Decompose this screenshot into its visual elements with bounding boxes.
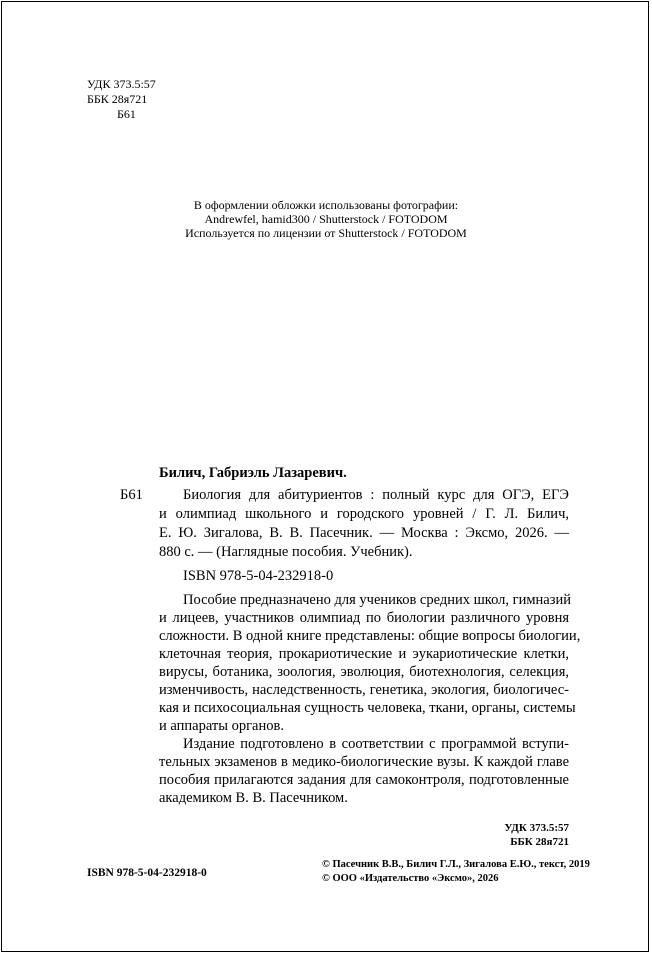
annotation-line: Издание подготовлено в соответствии с программой вступи- <box>183 736 569 752</box>
annotation-line: клеточная теория, прокариотические и эукариотические клетки, <box>159 646 569 662</box>
footer-bbk-code: ББК 28я721 <box>510 836 569 848</box>
annotation-line: и аппараты органов. <box>159 718 284 734</box>
cover-credit-line: Andrewfel, hamid300 / Shutterstock / FOTODOM <box>204 212 448 226</box>
cover-credit-line: Используется по лицензии от Shutterstock / FOTODOM <box>185 226 467 240</box>
catalog-description-line: Биология для абитуриентов : полный курс для ОГЭ, ЕГЭ <box>183 487 569 503</box>
copyright-page <box>1 1 649 952</box>
catalog-isbn: ISBN 978-5-04-232918-0 <box>183 568 334 584</box>
catalog-author: Билич, Габриэль Лазаревич. <box>159 465 347 481</box>
annotation-line: Пособие предназначено для учеников средних школ, гимназий <box>183 592 571 608</box>
footer-udk-code: УДК 373.5:57 <box>504 822 569 834</box>
catalog-description-line: Е. Ю. Зигалова, В. В. Пасечник. — Москва : Эксмо, 2026. — <box>159 525 569 541</box>
footer-isbn: ISBN 978-5-04-232918-0 <box>87 867 207 879</box>
annotation-line: сложности. В одной книге представлены: общие вопросы биологии, <box>159 628 581 644</box>
copyright-line: © ООО «Издательство «Эксмо», 2026 <box>322 873 499 884</box>
catalog-description-line: и олимпиад школьного и городского уровней / Г. Л. Билич, <box>159 506 569 522</box>
author-mark: Б61 <box>117 107 136 121</box>
annotation-line: вирусы, ботаника, зоология, эволюция, биотехнология, селекция, <box>159 664 569 680</box>
copyright-line: © Пасечник В.В., Билич Г.Л., Зигалова Е.Ю., текст, 2019 <box>322 859 590 870</box>
udk-code: УДК 373.5:57 <box>87 77 156 91</box>
bbk-code: ББК 28я721 <box>87 92 148 106</box>
annotation-line: тельных экзаменов в медико-биологические вузы. К каждой главе <box>159 754 569 770</box>
annotation-line: изменчивость, наследственность, генетика, экология, биологичес- <box>159 682 569 698</box>
annotation-line: кая и психосоциальная сущность человека, ткани, органы, системы <box>159 700 576 716</box>
catalog-mark: Б61 <box>120 487 143 503</box>
cover-credit-line: В оформлении обложки использованы фотографии: <box>193 198 459 212</box>
annotation-line: пособия прилагаются задания для самоконтроля, подготовленные <box>159 772 569 788</box>
catalog-description-line: 880 с. — (Наглядные пособия. Учебник). <box>159 544 413 560</box>
annotation-line: и лицеев, участников олимпиад по биологии различного уровня <box>159 610 569 626</box>
annotation-line: академиком В. В. Пасечником. <box>159 790 348 806</box>
